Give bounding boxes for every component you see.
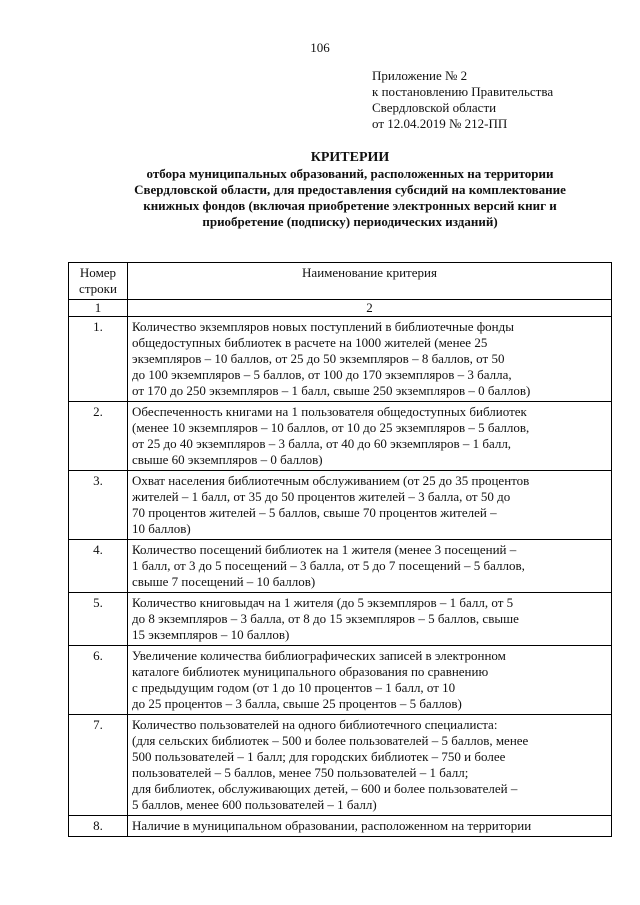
criterion-line: Количество книговыдач на 1 жителя (до 5 экземпляров – 1 балл, от 5 xyxy=(132,595,514,610)
criterion-line: 500 пользователей – 1 балл; для городских библиотек – 750 и более xyxy=(132,749,506,764)
criterion-line: жителей – 1 балл, от 35 до 50 процентов жителей – 3 балла, от 50 до xyxy=(132,489,511,504)
column-index-2: 2 xyxy=(128,300,612,317)
header-criterion-name: Наименование критерия xyxy=(128,263,612,300)
row-number: 6. xyxy=(69,646,128,715)
criterion-line: Количество экземпляров новых поступлений в библиотечные фонды xyxy=(132,319,514,334)
criterion-text xyxy=(128,471,612,540)
title-line: приобретение (подписку) периодических изданий) xyxy=(202,214,498,229)
table-row xyxy=(69,646,612,715)
criterion-line: пользователей – 5 баллов, менее 750 пользователей – 1 балл; xyxy=(132,765,469,780)
row-number: 3. xyxy=(69,471,128,540)
criterion-line: 15 экземпляров – 10 баллов) xyxy=(132,627,290,642)
appendix-line: Приложение № 2 xyxy=(372,68,468,83)
criterion-line: Наличие в муниципальном образовании, расположенном на территории xyxy=(132,818,532,833)
page-number: 106 xyxy=(310,40,330,55)
column-index-1: 1 xyxy=(69,300,128,317)
table-row xyxy=(69,402,612,471)
criterion-line: 1 балл, от 3 до 5 посещений – 3 балла, от 5 до 7 посещений – 5 баллов, xyxy=(132,558,525,573)
row-number: 2. xyxy=(69,402,128,471)
criterion-line: экземпляров – 10 баллов, от 25 до 50 экземпляров – 8 баллов, от 50 xyxy=(132,351,505,366)
criterion-line: до 100 экземпляров – 5 баллов, от 100 до 170 экземпляров – 3 балла, xyxy=(132,367,512,382)
criterion-line: Охват населения библиотечным обслуживанием (от 25 до 35 процентов xyxy=(132,473,530,488)
criterion-text xyxy=(128,540,612,593)
criterion-line: 70 процентов жителей – 5 баллов, свыше 70 процентов жителей – xyxy=(132,505,497,520)
criterion-line: Количество посещений библиотек на 1 жителя (менее 3 посещений – xyxy=(132,542,517,557)
criterion-line: каталоге библиотек муниципального образования по сравнению xyxy=(132,664,489,679)
criterion-line: до 25 процентов – 3 балла, свыше 25 процентов – 5 баллов) xyxy=(132,696,462,711)
criterion-line: для библиотек, обслуживающих детей, – 600 и более пользователей – xyxy=(132,781,518,796)
table-row xyxy=(69,593,612,646)
criterion-line: (менее 10 экземпляров – 10 баллов, от 10 до 25 экземпляров – 5 баллов, xyxy=(132,420,530,435)
criterion-text xyxy=(128,593,612,646)
criterion-text xyxy=(128,317,612,402)
criterion-line: свыше 60 экземпляров – 0 баллов) xyxy=(132,452,323,467)
criterion-line: с предыдущим годом (от 1 до 10 процентов – 1 балл, от 10 xyxy=(132,680,456,695)
header-row-number-line2: строки xyxy=(79,281,117,296)
header-row-number xyxy=(69,263,128,300)
row-number: 1. xyxy=(69,317,128,402)
criterion-line: от 25 до 40 экземпляров – 3 балла, от 40 до 60 экземпляров – 1 балл, xyxy=(132,436,512,451)
table-row xyxy=(69,540,612,593)
appendix-line: Свердловской области xyxy=(372,100,497,115)
criterion-line: 10 баллов) xyxy=(132,521,191,536)
criterion-line: Обеспеченность книгами на 1 пользователя общедоступных библиотек xyxy=(132,404,527,419)
title-line: Свердловской области, для предоставления субсидий на комплектование xyxy=(134,182,566,197)
row-number: 8. xyxy=(69,816,128,837)
criterion-text xyxy=(128,816,612,837)
row-number: 4. xyxy=(69,540,128,593)
criteria-table xyxy=(68,262,612,837)
appendix-line: от 12.04.2019 № 212-ПП xyxy=(372,116,508,131)
criterion-text xyxy=(128,715,612,816)
criterion-line: 5 баллов, менее 600 пользователей – 1 балл) xyxy=(132,797,377,812)
criterion-line: от 170 до 250 экземпляров – 1 балл, свыше 250 экземпляров – 0 баллов) xyxy=(132,383,531,398)
table-row xyxy=(69,317,612,402)
title-line: отбора муниципальных образований, расположенных на территории xyxy=(146,166,554,181)
criterion-text xyxy=(128,646,612,715)
table-row xyxy=(69,471,612,540)
criterion-line: общедоступных библиотек в расчете на 1000 жителей (менее 25 xyxy=(132,335,488,350)
appendix-line: к постановлению Правительства xyxy=(372,84,554,99)
criterion-line: (для сельских библиотек – 500 и более пользователей – 5 баллов, менее xyxy=(132,733,529,748)
table-row xyxy=(69,715,612,816)
row-number: 7. xyxy=(69,715,128,816)
criterion-text xyxy=(128,402,612,471)
document-title xyxy=(60,150,640,230)
title-main: КРИТЕРИИ xyxy=(310,150,390,165)
table-row xyxy=(69,816,612,837)
criterion-line: Увеличение количества библиографических записей в электронном xyxy=(132,648,506,663)
appendix-note xyxy=(372,68,553,132)
title-line: книжных фондов (включая приобретение электронных версий книг и xyxy=(143,198,557,213)
criterion-line: Количество пользователей на одного библиотечного специалиста: xyxy=(132,717,498,732)
criterion-line: свыше 7 посещений – 10 баллов) xyxy=(132,574,316,589)
criterion-line: до 8 экземпляров – 3 балла, от 8 до 15 экземпляров – 5 баллов, свыше xyxy=(132,611,519,626)
table-header-row xyxy=(69,263,612,300)
column-index-row xyxy=(69,300,612,317)
header-row-number-line1: Номер xyxy=(79,265,117,280)
row-number: 5. xyxy=(69,593,128,646)
